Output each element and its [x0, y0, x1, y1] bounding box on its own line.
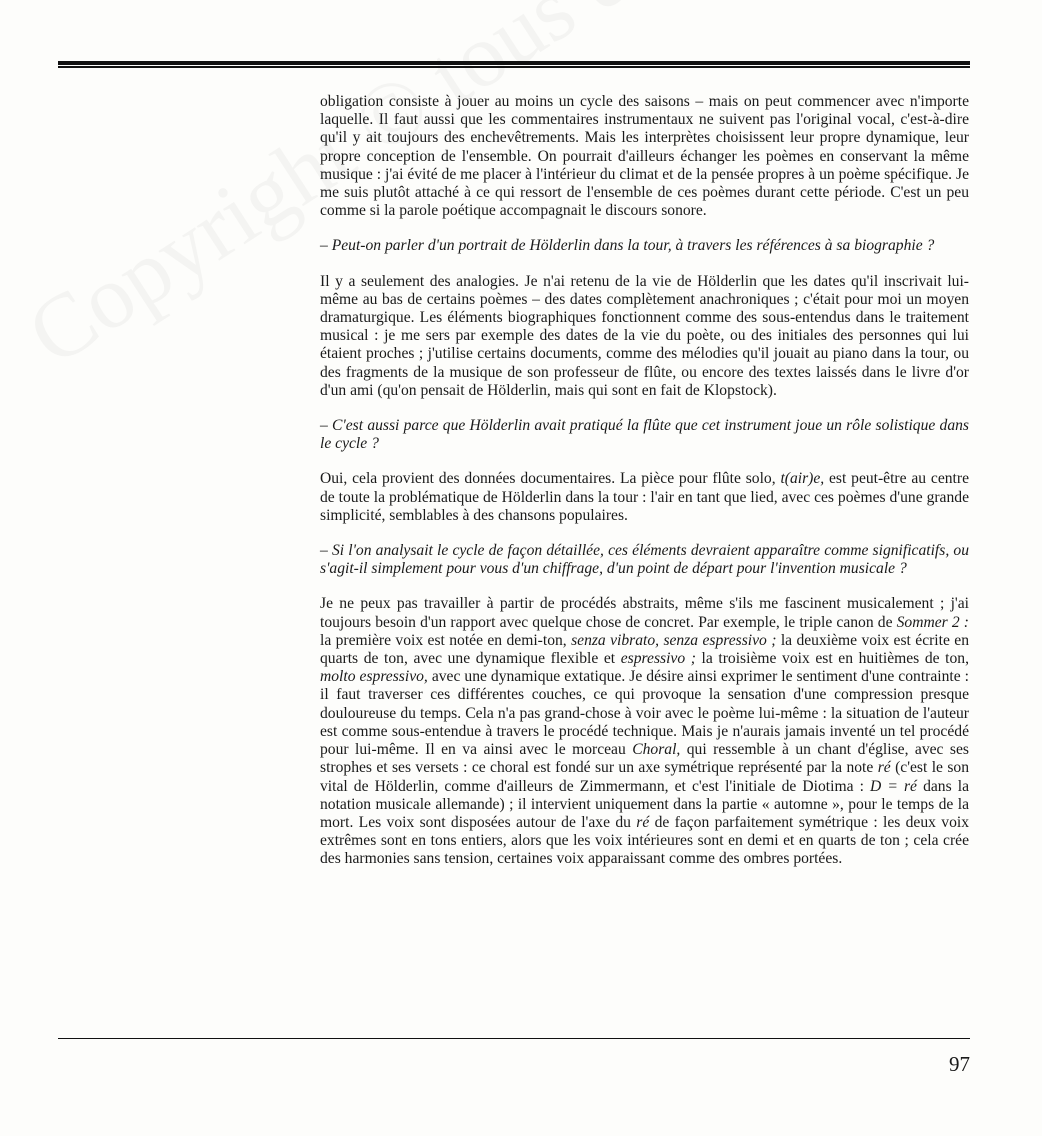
paragraph-question-1: – Peut-on parler d'un portrait de Hölderlin dans la tour, à travers les références à sa biographie ? [320, 237, 935, 255]
paragraph-question-3: – Si l'on analysait le cycle de façon détaillée, ces éléments devraient apparaître comme significatifs, ou s'agit-il simplement pour vous d'un chiffrage, d'un point de départ pour l'invention musicale ? [320, 542, 969, 578]
answer-4-text-segment: de façon parfaitement symétrique : les deux voix extrêmes sont en tons entiers, alors que les voix intérieures sont en demi et en quarts de ton ; cela crée des harmonies sans tension, certaines voix apparaissant comme des ombres portées. [320, 813, 969, 868]
answer-4-italic-segment: Choral, [632, 741, 681, 759]
answer-4-text-segment: la première voix est notée en demi-ton, [320, 631, 572, 649]
answer-4-italic-segment: molto espressivo, [320, 668, 428, 686]
answer-4-italic-segment: senza vibrato, senza espressivo ; [571, 631, 777, 649]
answer-4-text-segment: la troisième voix est en huitièmes de ton, [695, 650, 969, 668]
paragraph-answer-2: Il y a seulement des analogies. Je n'ai retenu de la vie de Hölderlin que les dates qu'il inscrivait lui-même au bas de certains poèmes – des dates complètement anachroniques ; c'était pour moi un moyen dramaturgique. Les éléments biographiques fonctionnent comme des sous-entendus dans le traitement musical : je me sers par exemple des dates de la vie du poète, ou des initiales des personnes qui lui étaient proches ; j'utilise certains documents, comme des mélodies qu'il jouait au piano dans la tour, ou des fragments de la musique de son professeur de flûte, ou encore des textes laissés dans le livre d'or d'un ami (qu'on pensait de Hölderlin, mais qui sont en fait de Klopstock). [320, 272, 969, 399]
answer-4-text-segment: qui ressemble à un chant d'église, avec ses strophes et ses versets : ce choral est fondé sur un axe symétrique représenté par la note [320, 741, 969, 777]
header-double-rule [58, 61, 970, 68]
answer-4-italic-segment: ré [636, 813, 650, 831]
paragraph-answer-4 [320, 595, 969, 868]
page-number: 97 [949, 1052, 970, 1076]
answer-3-text-after: est peut-être au centre de toute la problématique de Hölderlin dans la tour : l'air en tant que lied, avec ces poèmes d'une grande simplicité, semblables à des chansons populaires. [320, 470, 969, 524]
paragraph-question-2: – C'est aussi parce que Hölderlin avait pratiqué la flûte que cet instrument joue un rôle solistique dans le cycle ? [320, 417, 969, 453]
answer-3-italic-title: t(air)e, [780, 470, 825, 488]
footer-rule [58, 1038, 970, 1039]
answer-4-text-segment: (c'est le son vital de Hölderlin, comme d'ailleurs de Zimmermann, et c'est l'initiale de Diotima : [320, 759, 970, 795]
answer-4-italic-segment: Sommer 2 : [896, 613, 969, 631]
answer-4-italic-segment: ré [877, 759, 891, 777]
answer-4-text-segment: dans la notation musicale allemande) ; il intervient uniquement dans la partie « automne », pour le temps de la mort. Les voix sont disposées autour de l'axe du [320, 777, 969, 831]
answer-4-italic-segment: D = ré [870, 777, 917, 795]
answer-4-italic-segment: espressivo ; [620, 650, 696, 668]
answer-4-text-segment: avec une dynamique extatique. Je désire ainsi exprimer le sentiment d'une contrainte : il faut traverser ces différentes couches, ce qui provoque la sensation d'une compression presque douloureuse du temps. Cela n'a pas grand-chose à voir avec le poème lui-même : la situation de l'auteur est comme sous-entendue à travers le procédé technique. Mais je n'aurais jamais inventé un tel procédé pour lui-même. Il en va ainsi avec le morceau [320, 668, 969, 759]
answer-4-text-segment: la deuxième voix est écrite en quarts de ton, avec une dynamique flexible et [320, 631, 969, 668]
answer-4-text-segment: Je ne peux pas travailler à partir de procédés abstraits, même s'ils me fascinent musicalement ; j'ai toujours besoin d'un rapport avec quelque chose de concret. Par exemple, le triple canon de [320, 595, 969, 631]
answer-3-text-before: Oui, cela provient des données documentaires. La pièce pour flûte solo, [320, 470, 781, 488]
paragraph-answer-3 [320, 470, 969, 525]
text-column [320, 93, 969, 869]
paragraph-answer-1: obligation consiste à jouer au moins un cycle des saisons – mais on peut commencer avec n'importe laquelle. Il faut aussi que les commentaires instrumentaux ne suivent pas l'original vocal, c'est-à-dire qu'il y ait toujours des enchevêtrements. Mais les interprètes choisissent leur propre dynamique, leur propre conception de l'ensemble. On pourrait d'ailleurs échanger les poèmes en conservant la même musique : j'ai évité de me placer à l'intérieur du climat et de la pensée propres à un poème spécifique. Je me suis plutôt attaché à ce qui ressort de l'ensemble de ces poèmes durant cette période. C'est un peu comme si la parole poétique accompagnait le discours sonore. [320, 93, 969, 220]
